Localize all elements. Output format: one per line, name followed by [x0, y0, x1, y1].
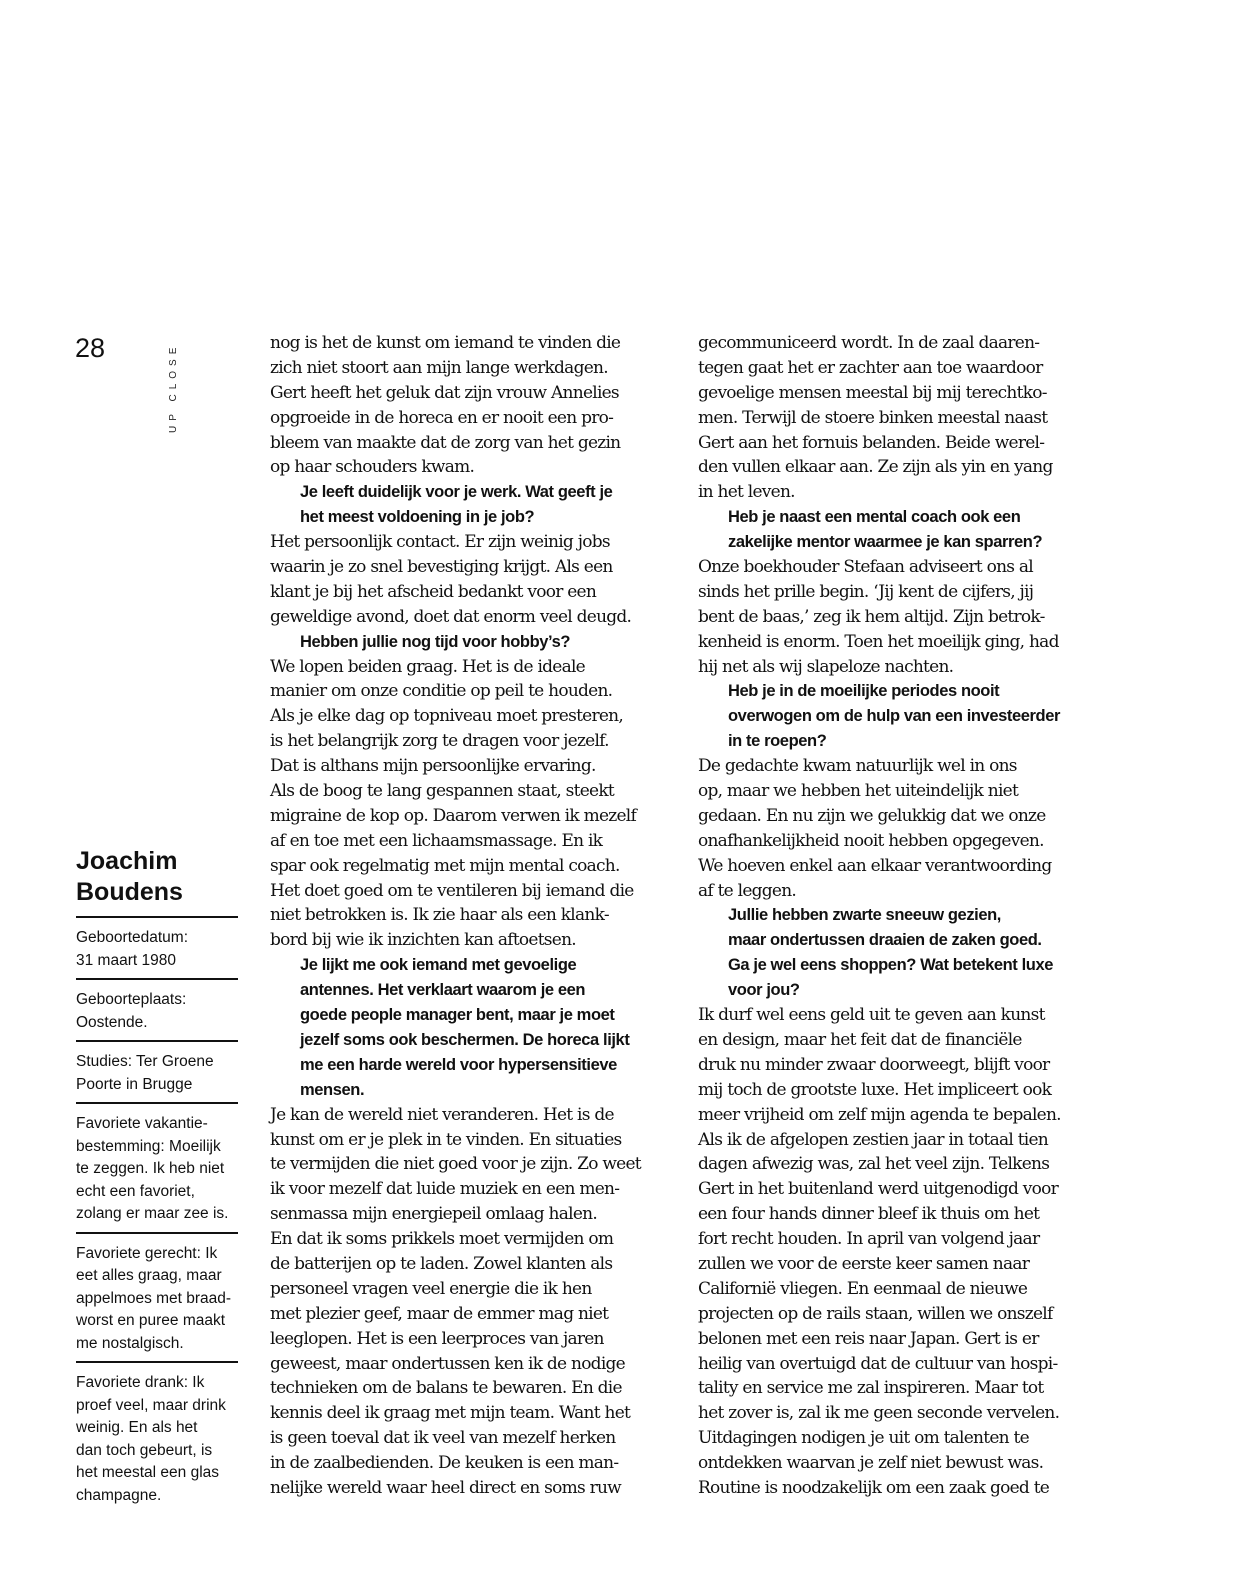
body-line: hij net als wij slapeloze nachten.	[698, 656, 954, 677]
body-line: We lopen beiden graag. Het is de ideale	[270, 656, 585, 677]
body-line: af en toe met een lichaamsmassage. En ik	[270, 830, 603, 851]
question-line: Heb je naast een mental coach ook een	[728, 508, 1021, 527]
body-line: Routine is noodzakelijk om een zaak goed te	[698, 1477, 1050, 1498]
profile-info-block	[76, 978, 238, 1040]
profile-info-line: Studies: Ter Groene	[76, 1053, 214, 1070]
body-line: Je kan de wereld niet veranderen. Het is de	[270, 1104, 614, 1125]
question-line: Jullie hebben zwarte sneeuw gezien,	[728, 906, 1001, 925]
profile-info-line: Favoriete vakantie-	[76, 1115, 208, 1132]
body-line: tality en service me zal inspireren. Maar tot	[698, 1378, 1044, 1399]
body-line: sinds het prille begin. ‘Jij kent de cijfers, jij	[698, 581, 1034, 602]
question-line: Je lijkt me ook iemand met gevoelige	[300, 956, 577, 975]
article-column-1	[270, 331, 682, 1501]
question-line: voor jou?	[728, 981, 800, 1000]
body-line: De gedachte kwam natuurlijk wel in ons	[698, 756, 1017, 777]
body-line: af te leggen.	[698, 880, 797, 901]
body-line: migraine de kop op. Daarom verwen ik mezelf	[270, 805, 637, 826]
body-line: op haar schouders kwam.	[270, 457, 475, 478]
body-line: een four hands dinner bleef ik thuis om het	[698, 1204, 1040, 1225]
body-line: Uitdagingen nodigen je uit om talenten te	[698, 1428, 1029, 1449]
question-line: zakelijke mentor waarmee je kan sparren?	[728, 533, 1043, 552]
body-line: gedaan. En nu zijn we gelukkig dat we onze	[698, 805, 1046, 826]
question-line: Hebben jullie nog tijd voor hobby’s?	[300, 632, 571, 651]
body-line: geweldige avond, doet dat enorm veel deugd.	[270, 606, 632, 627]
profile-info-line: Favoriete gerecht: Ik	[76, 1244, 218, 1262]
body-line: men. Terwijl de stoere binken meestal naast	[698, 407, 1048, 428]
body-line: opgroeide in de horeca en er nooit een pro-	[270, 407, 614, 428]
profile-info-block	[76, 1361, 238, 1513]
body-line: klant je bij het afscheid bedankt voor een	[270, 581, 597, 602]
question-line: goede people manager bent, maar je moet	[300, 1006, 615, 1025]
body-line: in de zaalbedienden. De keuken is een man-	[270, 1453, 619, 1474]
body-line: nelijke wereld waar heel direct en soms ruw	[270, 1477, 621, 1498]
profile-info-list	[76, 916, 238, 1513]
body-line: Als je elke dag op topniveau moet presteren,	[270, 706, 624, 727]
profile-info-line: appelmoes met braad-	[76, 1289, 232, 1307]
profile-name-last: Boudens	[76, 878, 183, 906]
body-line: is het belangrijk zorg te dragen voor jezelf.	[270, 731, 609, 752]
question-line: Je leeft duidelijk voor je werk. Wat geeft je	[300, 483, 613, 502]
body-line: onafhankelijkheid nooit hebben opgegeven.	[698, 830, 1044, 851]
question-line: maar ondertussen draaien de zaken goed.	[728, 931, 1042, 950]
body-line: Het doet goed om te ventileren bij iemand die	[270, 880, 634, 901]
body-line: Het persoonlijk contact. Er zijn weinig jobs	[270, 532, 610, 553]
page-number: 28	[75, 333, 106, 363]
body-line: personeel vragen veel energie die ik hen	[270, 1278, 592, 1299]
profile-info-line: eet alles graag, maar	[76, 1267, 222, 1284]
question-line: Heb je in de moeilijke periodes nooit	[728, 682, 1000, 701]
body-line: Als de boog te lang gespannen staat, steekt	[270, 781, 614, 802]
article-column-2	[698, 331, 1118, 1501]
question-line: antennes. Het verklaart waarom je een	[300, 981, 586, 1000]
body-line: den vullen elkaar aan. Ze zijn als yin en yang	[698, 457, 1053, 478]
body-line: fort recht houden. In april van volgend jaar	[698, 1229, 1040, 1250]
body-line: en design, maar het feit dat de financiële	[698, 1029, 1022, 1050]
body-line: ik voor mezelf dat luide muziek en een men-	[270, 1179, 620, 1200]
body-line: met plezier geef, maar de emmer mag niet	[270, 1303, 609, 1324]
body-line: te vermijden die niet goed voor je zijn. Zo weet	[270, 1154, 641, 1175]
body-line: leeglopen. Het is een leerproces van jaren	[270, 1328, 604, 1349]
profile-info-block	[76, 1102, 238, 1232]
body-line: niet betrokken is. Ik zie haar als een klank-	[270, 905, 609, 926]
body-line: Dat is althans mijn persoonlijke ervaring.	[270, 756, 596, 777]
body-line: kenheid is enorm. Toen het moeilijk ging, had	[698, 631, 1059, 652]
question-line: Ga je wel eens shoppen? Wat betekent luxe	[728, 956, 1053, 975]
body-line: gevoelige mensen meestal bij mij terechtko-	[698, 382, 1047, 403]
body-line: Gert aan het fornuis belanden. Beide werel-	[698, 432, 1045, 453]
profile-info-line: bestemming: Moeilijk	[76, 1137, 221, 1155]
profile-name-first: Joachim	[76, 847, 178, 875]
profile-info-line: echt een favoriet,	[76, 1182, 195, 1200]
profile-info-line: Poorte in Brugge	[76, 1075, 193, 1093]
body-line: zich niet stoort aan mijn lange werkdagen.	[270, 357, 608, 378]
profile-info-line: zolang er maar zee is.	[76, 1205, 229, 1222]
body-line: bord bij wie ik inzichten kan aftoetsen.	[270, 930, 576, 951]
body-line: bleem van maakte dat de zorg van het gezin	[270, 432, 621, 453]
body-line: zullen we voor de eerste keer samen naar	[698, 1253, 1030, 1274]
question-line: mensen.	[300, 1080, 365, 1099]
profile-info-line: het meestal een glas	[76, 1464, 220, 1481]
body-line: kunst om er je plek in te vinden. En situaties	[270, 1129, 622, 1150]
body-line: druk nu minder zwaar doorweegt, blijft voor	[698, 1054, 1050, 1075]
profile-info-line: Favoriete drank: Ik	[76, 1374, 205, 1391]
body-line: tegen gaat het er zachter aan toe waardoor	[698, 357, 1043, 378]
question-line: jezelf soms ook beschermen. De horeca lijkt	[300, 1030, 630, 1049]
body-line: geweest, maar ondertussen ken ik de nodige	[270, 1353, 625, 1374]
body-line: het zover is, zal ik me geen seconde vervelen.	[698, 1403, 1060, 1424]
body-line: Ik durf wel eens geld uit te geven aan kunst	[698, 1005, 1045, 1026]
question-line: het meest voldoening in je job?	[300, 508, 535, 527]
profile-info-line: worst en puree maakt	[76, 1312, 226, 1329]
body-line: We hoeven enkel aan elkaar verantwoording	[698, 855, 1052, 876]
question-line: me een harde wereld voor hypersensitieve	[300, 1055, 617, 1074]
body-line: bent de baas,’ zeg ik hem altijd. Zijn betrok-	[698, 606, 1045, 627]
body-line: technieken om de balans te bewaren. En die	[270, 1378, 622, 1399]
body-line: En dat ik soms prikkels moet vermijden om	[270, 1229, 614, 1250]
profile-info-block	[76, 1040, 238, 1102]
profile-sidebar	[76, 846, 238, 1513]
profile-info-line: Geboorteplaats:	[76, 991, 187, 1008]
body-line: Gert in het buitenland werd uitgenodigd voor	[698, 1179, 1059, 1200]
profile-info-block	[76, 916, 238, 978]
profile-info-line: 31 maart 1980	[76, 951, 176, 969]
body-line: waarin je zo snel bevestiging krijgt. Als een	[270, 557, 613, 578]
body-line: Onze boekhouder Stefaan adviseert ons al	[698, 557, 1033, 578]
body-line: is geen toeval dat ik veel van mezelf herken	[270, 1428, 616, 1449]
body-line: gecommuniceerd wordt. In de zaal daaren-	[698, 333, 1040, 353]
body-line: Als ik de afgelopen zestien jaar in totaal tien	[698, 1129, 1048, 1150]
body-line: mij toch de grootste luxe. Het impliceert ook	[698, 1079, 1052, 1100]
profile-info-line: te zeggen. Ik heb niet	[76, 1160, 225, 1177]
profile-info-line: Oostende.	[76, 1013, 148, 1031]
body-line: belonen met een reis naar Japan. Gert is er	[698, 1328, 1039, 1349]
body-line: senmassa mijn energiepeil omlaag halen.	[270, 1204, 597, 1225]
body-line: de batterijen op te laden. Zowel klanten als	[270, 1253, 613, 1274]
profile-info-line: me nostalgisch.	[76, 1334, 184, 1352]
body-line: manier om onze conditie op peil te houden.	[270, 681, 613, 702]
profile-info-line: champagne.	[76, 1486, 162, 1504]
body-line: nog is het de kunst om iemand te vinden die	[270, 333, 621, 353]
profile-name	[76, 846, 238, 908]
body-line: projecten op de rails staan, willen we onszelf	[698, 1303, 1053, 1324]
body-line: heilig van overtuigd dat de cultuur van hospi-	[698, 1353, 1058, 1374]
profile-info-line: proef veel, maar drink	[76, 1396, 226, 1414]
body-line: kennis deel ik graag met mijn team. Want het	[270, 1403, 631, 1424]
profile-info-block	[76, 1232, 238, 1362]
body-line: dagen afwezig was, zal het veel zijn. Telkens	[698, 1154, 1050, 1175]
section-label: UP CLOSE	[168, 342, 179, 433]
profile-info-line: dan toch gebeurt, is	[76, 1441, 213, 1459]
profile-info-line: weinig. En als het	[76, 1419, 198, 1436]
body-line: meer vrijheid om zelf mijn agenda te bepalen.	[698, 1104, 1061, 1125]
body-line: ontdekken waarvan je zelf niet bewust was.	[698, 1453, 1044, 1474]
body-line: spar ook regelmatig met mijn mental coach.	[270, 855, 620, 876]
body-line: Californië vliegen. En eenmaal de nieuwe	[698, 1278, 1028, 1299]
question-line: overwogen om de hulp van een investeerder	[728, 707, 1061, 726]
body-line: Gert heeft het geluk dat zijn vrouw Annelies	[270, 382, 619, 403]
question-line: in te roepen?	[728, 732, 827, 751]
body-line: in het leven.	[698, 482, 795, 503]
body-line: op, maar we hebben het uiteindelijk niet	[698, 781, 1019, 802]
profile-info-line: Geboortedatum:	[76, 929, 189, 946]
